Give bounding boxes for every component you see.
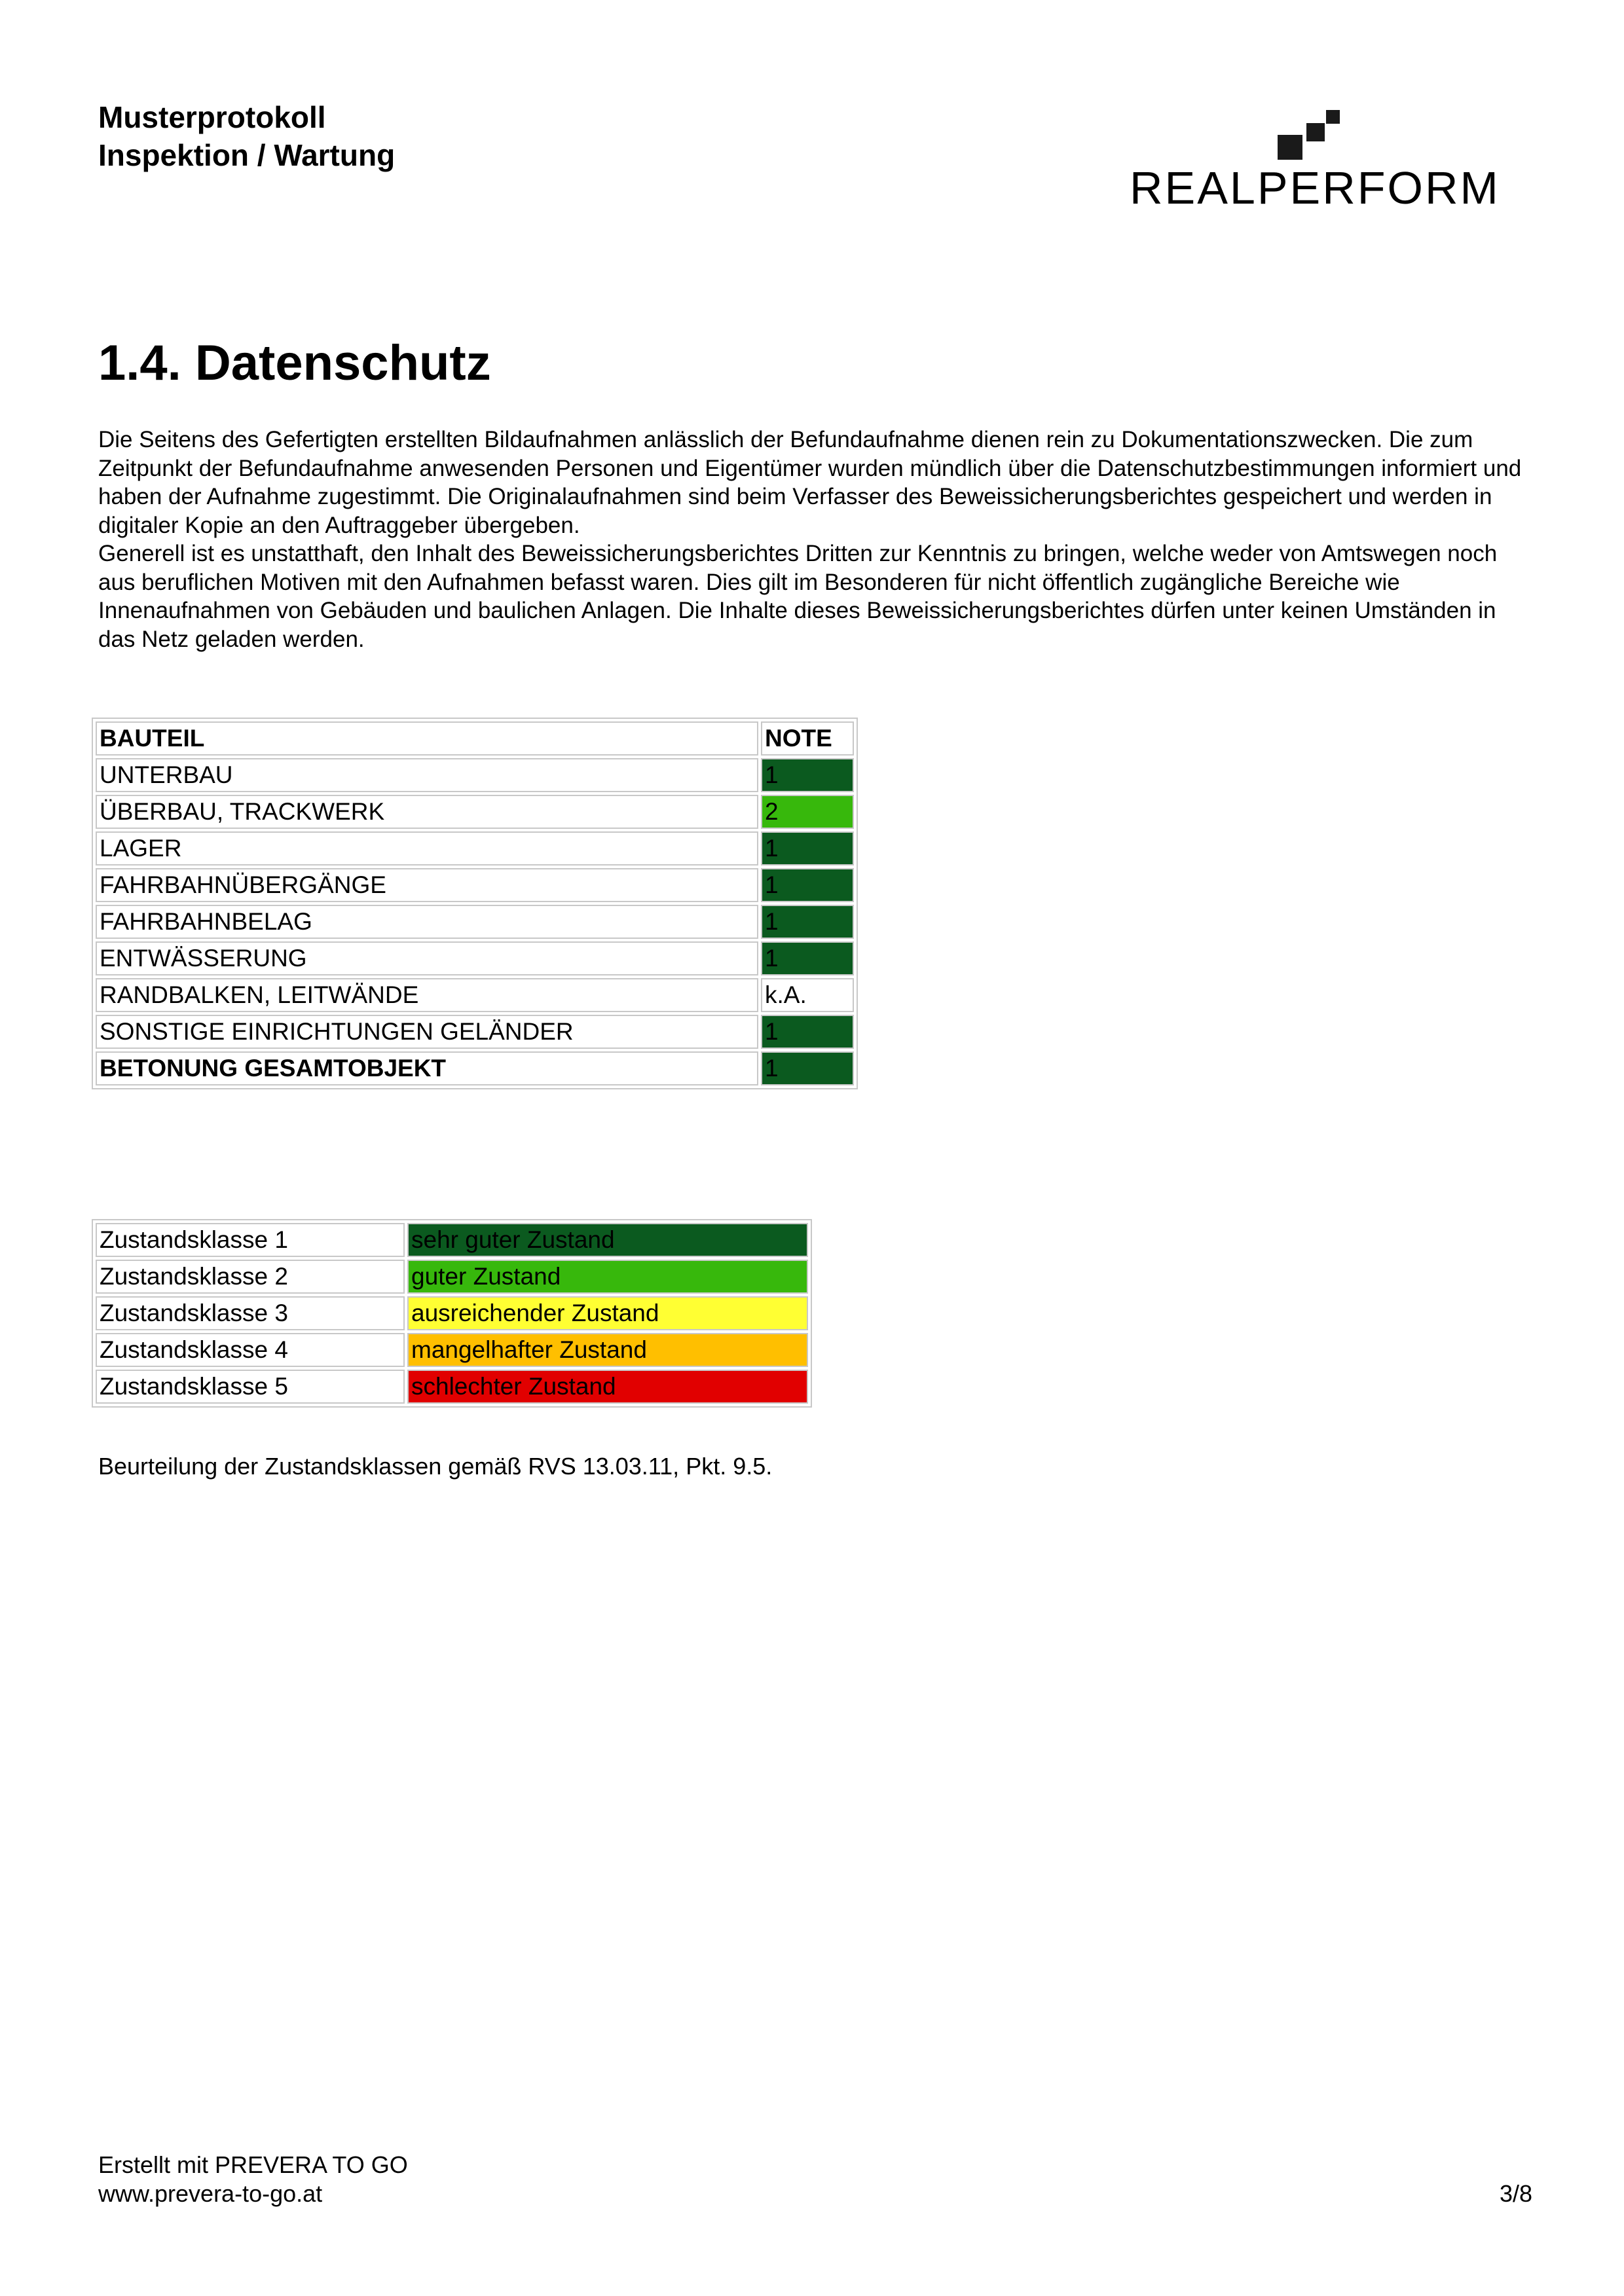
note-cell: 1 (761, 1051, 854, 1085)
condition-class-cell: Zustandsklasse 3 (96, 1296, 405, 1330)
document-title-line1: Musterprotokoll (98, 100, 326, 134)
legend-row (96, 1333, 808, 1367)
condition-class-cell: Zustandsklasse 5 (96, 1370, 405, 1404)
bauteil-cell: BETONUNG GESAMTOBJEKT (96, 1051, 758, 1085)
legend-row (96, 1260, 808, 1294)
bauteil-cell: ÜBERBAU, TRACKWERK (96, 795, 758, 829)
section-heading: 1.4. Datenschutz (98, 335, 491, 391)
table-row (96, 1015, 854, 1049)
condition-description-cell: guter Zustand (407, 1260, 808, 1294)
note-cell: k.A. (761, 978, 854, 1012)
note-cell: 2 (761, 795, 854, 829)
bauteil-cell: RANDBALKEN, LEITWÄNDE (96, 978, 758, 1012)
logo-square-large (1278, 135, 1302, 160)
condition-class-cell: Zustandsklasse 1 (96, 1223, 405, 1257)
logo-text: REALPERFORM (1130, 162, 1500, 213)
table-row (96, 941, 854, 975)
footer-website: www.prevera-to-go.at (98, 2180, 323, 2207)
footer (98, 2151, 408, 2208)
page-number: 3/8 (1499, 2180, 1532, 2207)
legend-row (96, 1370, 808, 1404)
table-header-row (96, 721, 854, 756)
privacy-paragraph-1: Die Seitens des Gefertigten erstellten Bildaufnahmen anlässlich der Befundaufnahme dienen rein zu Dokumentationszwecken. Die zum Zeitpunkt der Befundaufnahme anwesenden Personen und Eigentümer wurden mündlich über die Datenschutzbestimmungen informiert und haben der Aufnahme zugestimmt. Die Originalaufnahmen sind beim Verfasser des Beweissicherungsberichtes gespeichert und werden in digitaler Kopie an den Auftraggeber übergeben. (98, 427, 1522, 538)
header-bauteil: BAUTEIL (96, 721, 758, 756)
condition-description-cell: schlechter Zustand (407, 1370, 808, 1404)
assessment-caption: Beurteilung der Zustandsklassen gemäß RVS 13.03.11, Pkt. 9.5. (98, 1453, 773, 1480)
table-total-row (96, 1051, 854, 1085)
logo-square-medium (1306, 123, 1325, 141)
table-row (96, 905, 854, 939)
privacy-paragraph-2: Generell ist es unstatthaft, den Inhalt des Beweissicherungsberichtes Dritten zur Kenntnis zu bringen, welche weder von Amtswegen noch aus beruflichen Motiven mit den Aufnahmen befasst waren. Dies gilt im Besonderen für nicht öffentlich zugängliche Bereiche wie Innenaufnahmen von Gebäuden und baulichen Anlagen. Die Inhalte dieses Beweissicherungsberichtes dürfen unter keinen Umständen in das Netz geladen werden. (98, 541, 1498, 652)
table-row (96, 868, 854, 902)
condition-description-cell: sehr guter Zustand (407, 1223, 808, 1257)
note-cell: 1 (761, 758, 854, 792)
note-cell: 1 (761, 831, 854, 866)
section-body (98, 426, 1539, 653)
note-cell: 1 (761, 1015, 854, 1049)
header-note: NOTE (761, 721, 854, 756)
condition-description-cell: mangelhafter Zustand (407, 1333, 808, 1367)
legend-row (96, 1296, 808, 1330)
table-row (96, 831, 854, 866)
condition-class-cell: Zustandsklasse 4 (96, 1333, 405, 1367)
note-cell: 1 (761, 941, 854, 975)
realperform-logo (1130, 110, 1503, 215)
table-row (96, 795, 854, 829)
document-title (98, 98, 395, 174)
logo-square-small (1326, 110, 1340, 124)
bauteil-cell: LAGER (96, 831, 758, 866)
bauteil-cell: SONSTIGE EINRICHTUNGEN GELÄNDER (96, 1015, 758, 1049)
bauteil-cell: ENTWÄSSERUNG (96, 941, 758, 975)
condition-class-legend (92, 1219, 812, 1408)
note-cell: 1 (761, 905, 854, 939)
condition-description-cell: ausreichender Zustand (407, 1296, 808, 1330)
note-cell: 1 (761, 868, 854, 902)
document-title-line2: Inspektion / Wartung (98, 138, 396, 172)
condition-class-cell: Zustandsklasse 2 (96, 1260, 405, 1294)
legend-row (96, 1223, 808, 1257)
bauteil-cell: UNTERBAU (96, 758, 758, 792)
bauteil-cell: FAHRBAHNBELAG (96, 905, 758, 939)
table-row (96, 978, 854, 1012)
footer-created-with: Erstellt mit PREVERA TO GO (98, 2151, 408, 2178)
table-row (96, 758, 854, 792)
component-rating-table (92, 718, 858, 1089)
bauteil-cell: FAHRBAHNÜBERGÄNGE (96, 868, 758, 902)
